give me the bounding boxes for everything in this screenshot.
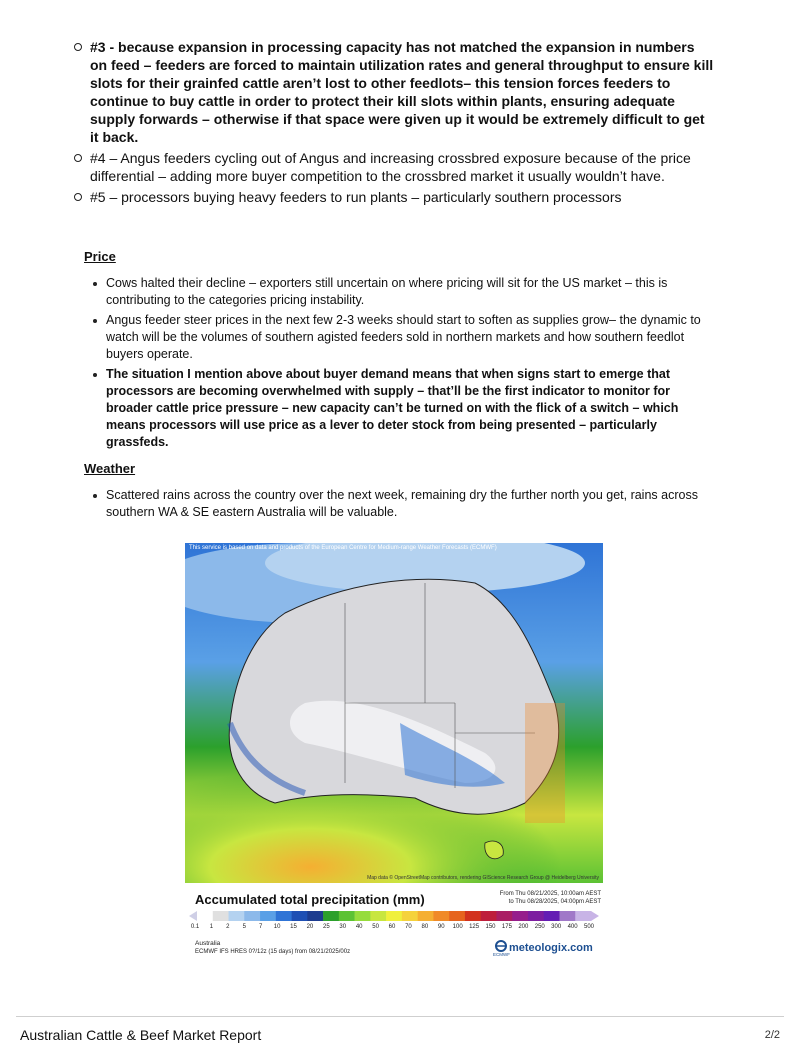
legend-tick-label: 15 <box>290 924 297 930</box>
driver-item-1: #3 - because expansion in processing capacity has not matched the expansion in numbers on feed – feeders are forced to maintain utilization rates and general throughput to ensure kill slots for their grainfed cattle aren’t lost to other feedlots– this tension forces feeders to continue to buy cattle in order to protect their kill slots within plants, ensuring adequate supply forwards – otherwise if that space were given up it would be extremely difficult to get it back. <box>74 38 714 146</box>
price-heading: Price <box>84 249 116 264</box>
legend-tick-label: 2 <box>226 924 230 930</box>
legend-tick-label: 175 <box>501 924 512 930</box>
legend-arrow-left <box>189 911 197 921</box>
price-item-3: The situation I mention above about buyer demand means that when signs start to emerge that processors are becoming overwhelmed with supply – that’ll be the first indicator to monitor for broader cattle price pressure – new capacity can’t be turned on with the flick of a switch – which means processors will use price as a lever to deter stock from being presented – particularly grassfeds. <box>92 366 708 451</box>
legend-tick-label: 1 <box>209 924 214 930</box>
legend-tick-label: 7 <box>258 924 263 930</box>
legend-tick-label: 50 <box>372 924 379 930</box>
weather-item-1: Scattered rains across the country over the next week, remaining dry the further north you get, rains across southern WA & SE eastern Australia will be valuable. <box>92 487 708 521</box>
legend-swatch <box>260 911 276 921</box>
legend-arrow-right <box>591 911 599 921</box>
price-list <box>92 275 708 454</box>
weather-list <box>92 487 708 524</box>
legend-swatch <box>449 911 465 921</box>
legend-tick-label: 40 <box>355 924 363 930</box>
legend-tick-label: 10 <box>273 924 281 930</box>
weather-heading: Weather <box>84 461 136 476</box>
legend-swatch <box>229 911 245 921</box>
legend-tick-label: 150 <box>485 924 496 930</box>
legend-swatch <box>512 911 528 921</box>
legend-swatch <box>465 911 481 921</box>
legend-swatch <box>323 911 339 921</box>
ecmwf-label: ECMWF <box>493 952 510 957</box>
legend-swatch <box>386 911 402 921</box>
legend-swatch <box>339 911 355 921</box>
legend-tick-label: 30 <box>339 924 347 930</box>
legend-swatch <box>370 911 386 921</box>
legend-swatch <box>559 911 575 921</box>
price-item-2: Angus feeder steer prices in the next few 2-3 weeks should start to soften as supplies grow– the dynamic to watch will be the volumes of southern agisted feeders sold in northern markets and how southern feedlot buyers operate. <box>92 312 708 363</box>
australia-map-graphic <box>185 543 603 883</box>
legend-tick-label: 70 <box>405 924 412 930</box>
price-item-1: Cows halted their decline – exporters still uncertain on where pricing will sit for the US market – this is contributing to the categories pricing instability. <box>92 275 708 309</box>
map-attribution: This service is based on data and products of the European Centre for Medium-range Weather Forecasts (ECMWF) <box>189 545 497 551</box>
legend-swatch <box>418 911 434 921</box>
footer-title: Australian Cattle & Beef Market Report <box>20 1027 262 1043</box>
legend-swatch <box>544 911 560 921</box>
driver-item-2: #4 – Angus feeders cycling out of Angus and increasing crossbred exposure because of the price differential – adding more buyer competition to the crossbred market it usually wouldn’t have. <box>74 149 714 185</box>
legend-swatch <box>575 911 591 921</box>
map-credit: Map data © OpenStreetMap contributors, rendering GIScience Research Group @ Heidelberg University <box>367 875 599 881</box>
legend-swatch <box>292 911 308 921</box>
precipitation-map <box>185 543 603 883</box>
legend-tick-label: 100 <box>452 924 463 930</box>
legend-tick-labels <box>190 924 599 934</box>
legend-tick-label: 200 <box>518 924 529 930</box>
legend-tick-label: 250 <box>534 924 545 930</box>
legend-color-scale <box>189 911 599 921</box>
meteologix-label: meteologix.com <box>509 942 593 954</box>
legend-date-to: to Thu 08/28/2025, 04:00pm AEST <box>508 899 601 905</box>
legend-dates <box>500 890 601 906</box>
legend-tick-label: 25 <box>322 924 330 930</box>
legend-swatch <box>481 911 497 921</box>
legend-swatch <box>307 911 323 921</box>
legend-swatch <box>197 911 213 921</box>
legend-tick-label: 300 <box>551 924 562 930</box>
legend-title: Accumulated total precipitation (mm) <box>195 892 425 907</box>
legend-model: ECMWF IFS HRES 0?/12z (15 days) from 08/21/2025/00z <box>195 949 351 955</box>
legend-region: Australia <box>195 940 221 947</box>
legend-tick-label: 90 <box>437 924 445 930</box>
legend-tick-label: 20 <box>306 924 314 930</box>
legend-swatch <box>528 911 544 921</box>
map-legend <box>185 888 603 960</box>
legend-swatch <box>433 911 449 921</box>
legend-swatch <box>213 911 229 921</box>
legend-tick-label: 80 <box>421 924 429 930</box>
driver-item-3: #5 – processors buying heavy feeders to run plants – particularly southern processors <box>74 188 714 206</box>
legend-tick-label: 60 <box>388 924 396 930</box>
legend-tick-label: 5 <box>242 924 246 930</box>
legend-swatch <box>496 911 512 921</box>
legend-swatch <box>244 911 260 921</box>
legend-tick-label: 0.1 <box>190 924 200 930</box>
legend-tick-label: 500 <box>583 924 595 930</box>
legend-swatch <box>402 911 418 921</box>
page-number: 2/2 <box>764 1029 780 1041</box>
footer-divider <box>16 1016 784 1017</box>
legend-swatch <box>355 911 371 921</box>
drivers-list <box>74 38 714 209</box>
legend-date-from: From Thu 08/21/2025, 10:00am AEST <box>499 891 601 897</box>
legend-swatch <box>276 911 292 921</box>
legend-tick-label: 125 <box>469 924 480 930</box>
legend-tick-label: 400 <box>567 924 578 930</box>
